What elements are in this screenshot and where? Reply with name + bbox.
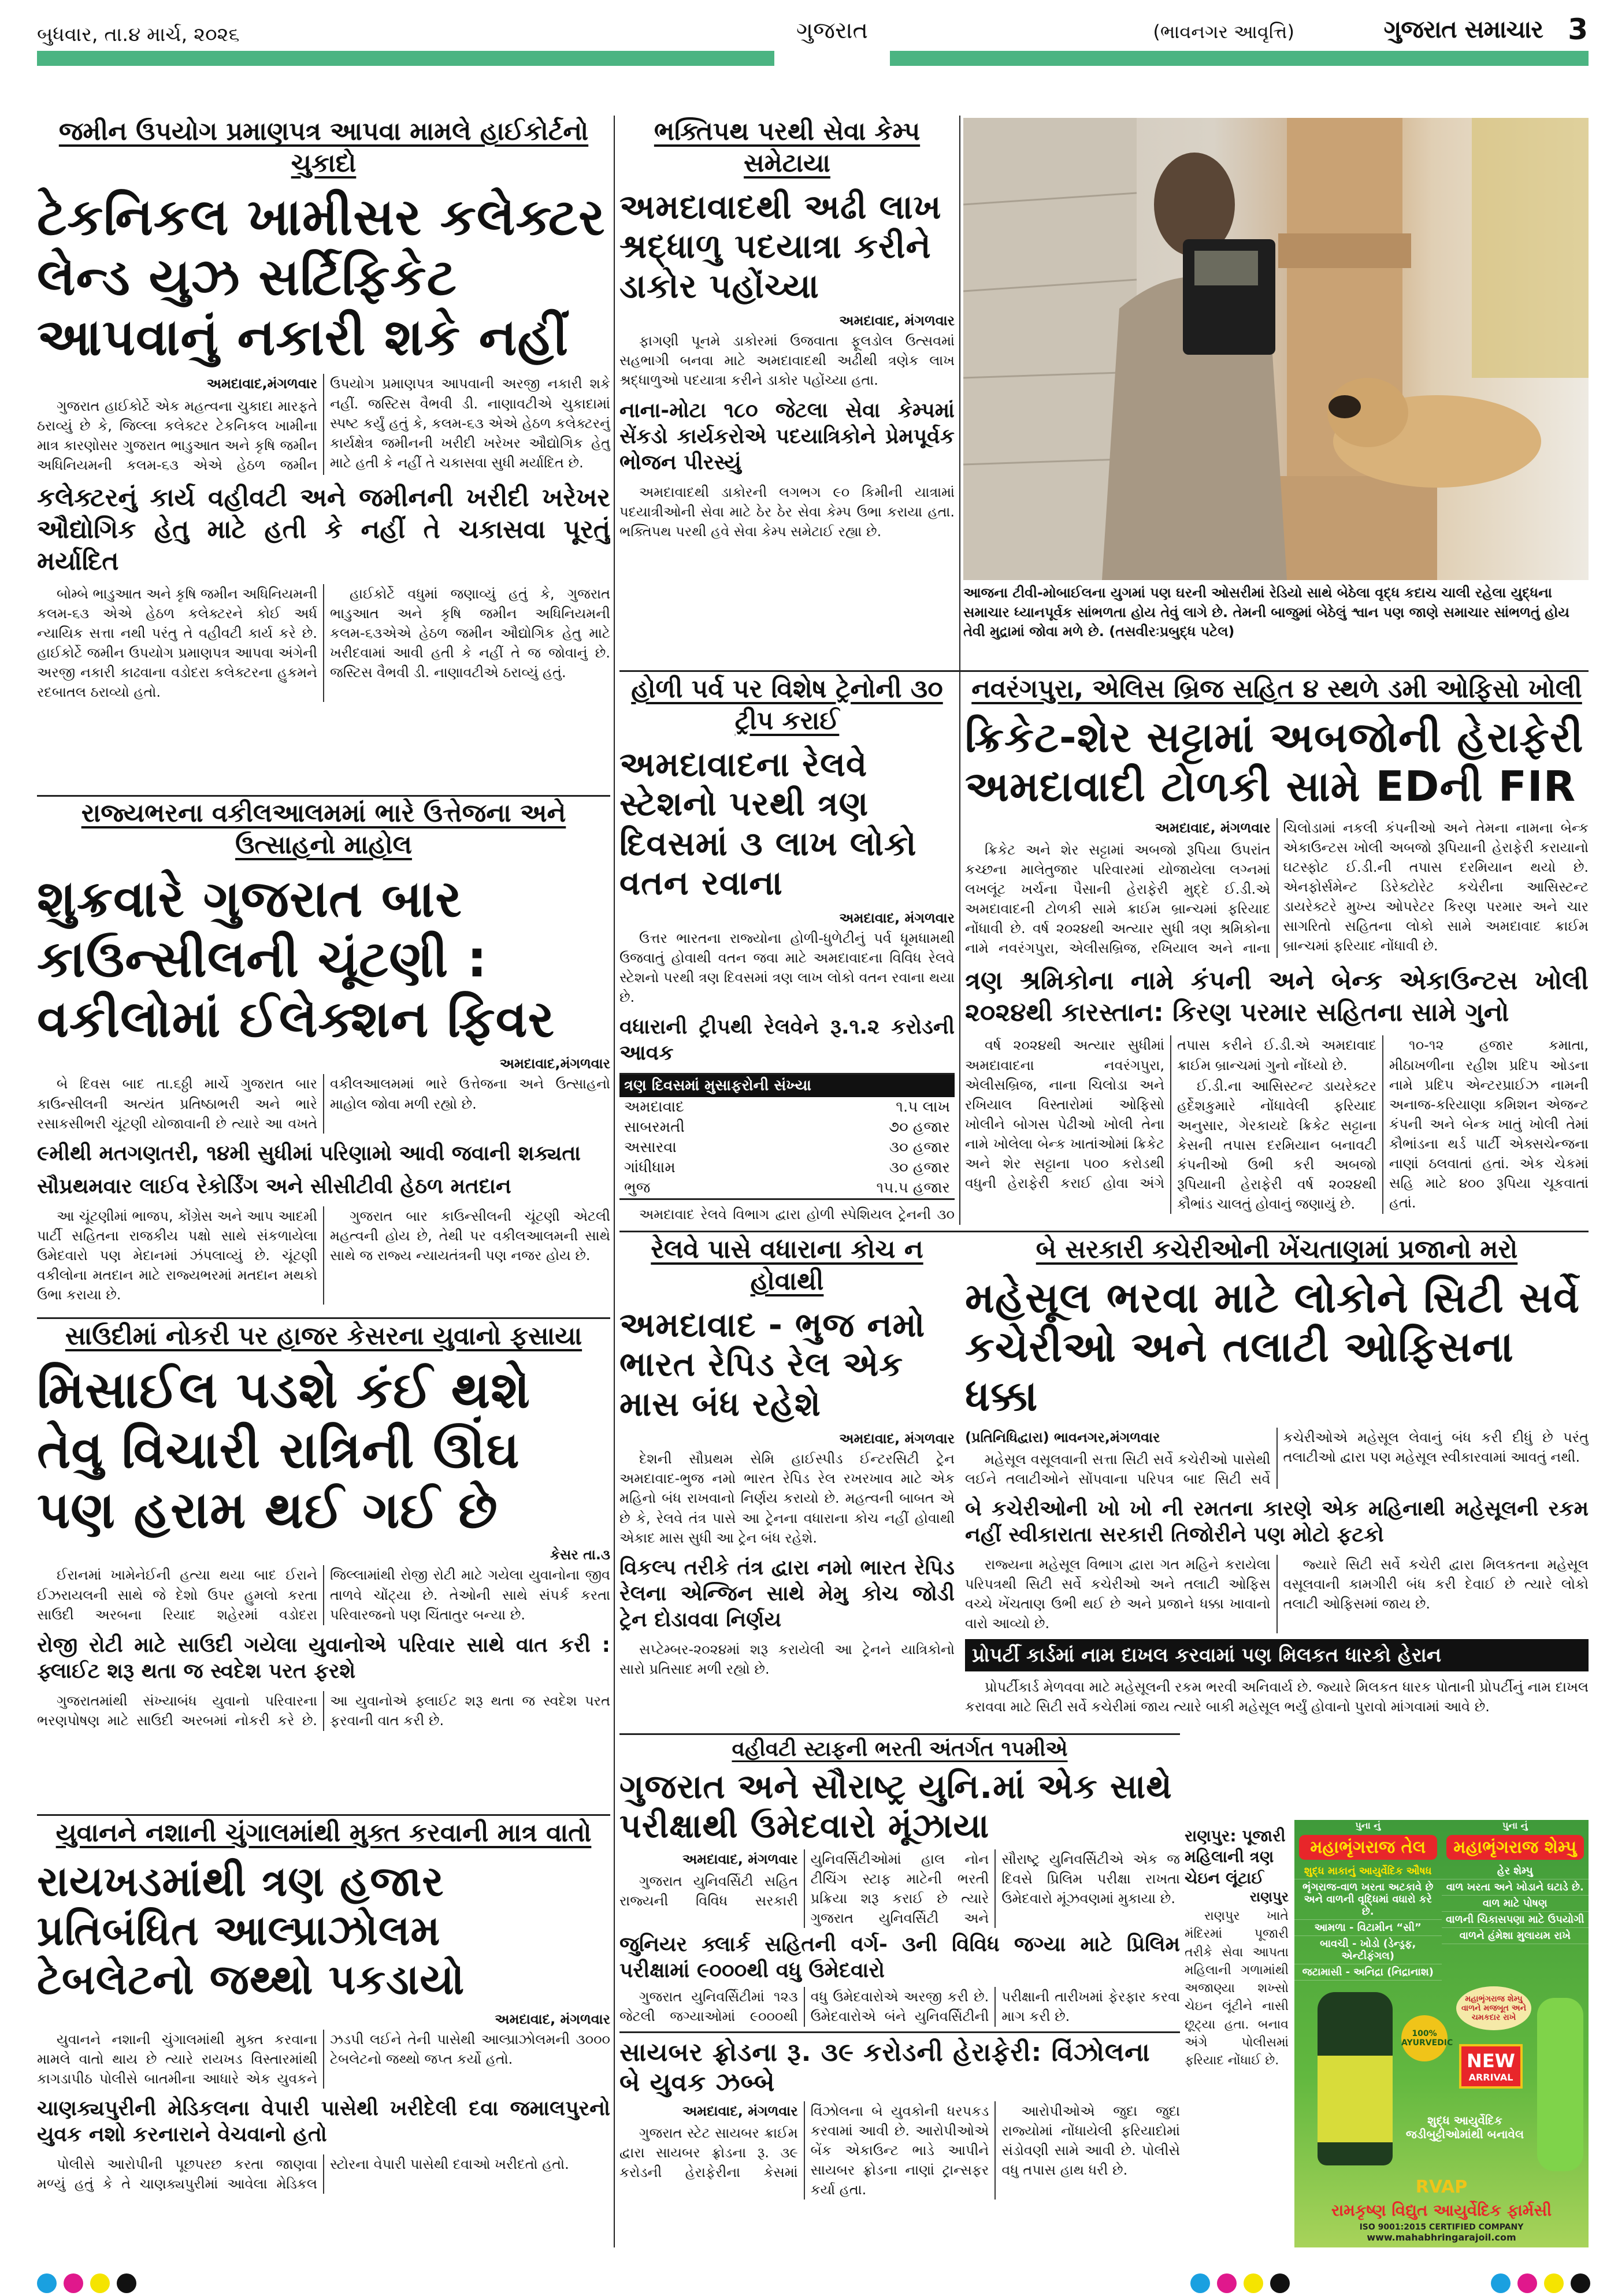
shampoo-tagline: હેર શેમ્પુ [1442, 1863, 1589, 1879]
article-body [965, 1677, 1589, 1717]
registration-mark [1244, 2273, 1263, 2293]
paragraph: ગુજરાતમાંથી સંખ્યાબંધ યુવાનો પરિવારના ભરણપોષણ માટે સાઉદી અરબમાં નોકરી કરે છે. આ યુવાનોએ ફ્લાઈટ શરૂ થતા જ સ્વદેશ પરત ફરવાની વાત કરી છે. [37, 1692, 610, 1729]
article-namo-bharat-rail [619, 1234, 955, 1727]
oil-point: બાવચી - ખોડો (ડેન્ડ્રફ, એન્ટીફંગલ) [1294, 1936, 1442, 1964]
paragraph: બે દિવસ બાદ તા.૬ઠ્ઠી માર્ચે ગુજરાત બાર કાઉન્સીલની અત્યંત પ્રતિષ્ઠાભરી અને ભારે રસાકસીભરી ચૂંટણી યોજાવાની છે ત્યારે આ વખતે વકીલઆલમમાં ભારે ઉત્તેજના અને ઉત્સાહનો માહોલ જોવા મળી રહ્યો છે. [37, 1076, 610, 1132]
shampoo-point: વાળ માટે પોષણ [1442, 1896, 1589, 1912]
issue-date: બુધવાર, તા.૪ માર્ચ, ૨૦૨૬ [37, 23, 240, 46]
article-land-use-certificate [37, 116, 610, 789]
article-body [965, 1428, 1589, 1634]
table-row [619, 1117, 955, 1138]
article-revenue-collection [965, 1234, 1589, 1820]
dateline: અમદાવાદ, મંગળવાર [839, 909, 955, 926]
ad-prefix: પુના નું [1502, 1820, 1528, 1831]
kicker: વહીવટી સ્ટાફની ભરતી અંતર્ગત ૧૫મીએ [732, 1737, 1068, 1761]
oil-point: જટામાસી - અનિદ્રા (નિદ્રાનાશ) [1294, 1964, 1442, 1981]
headline: મહેસૂલ ભરવા માટે લોકોને સિટી સર્વે કચેરીઓ અને તલાટી ઓફિસના ધક્કા [965, 1273, 1580, 1420]
station: અમદાવાદ [624, 1098, 684, 1116]
subheadline: ૯મીથી મતગણતરી, ૧૪મી સુધીમાં પરિણામો આવી જવાની શક્યતા [37, 1141, 581, 1165]
registration-mark [1517, 2273, 1537, 2293]
iso-certification: ISO 9001:2015 CERTIFIED COMPANY [1359, 2223, 1524, 2232]
article-body [619, 928, 955, 1066]
paragraph: ગુજરાત યુનિવર્સિટીમાં ૧૨૩ જેટલી જગ્યાઓમાં ૯૦૦૦થી વધુ ઉમેદવારોએ અરજી કરી છે. ઉમેદવારોએ બંને યુનિવર્સિટીની પરીક્ષાની તારીખમાં ફેરફાર કરવા માગ કરી છે. [619, 1989, 1180, 2025]
kicker: રાજ્યભરના વકીલઆલમમાં ભારે ઉત્તેજના અને ઉત્સાહનો માહોલ [81, 798, 566, 860]
article-bar-council-election [37, 797, 610, 1312]
station: અસારવા [624, 1139, 677, 1157]
registration-mark [90, 2273, 110, 2293]
subheadline: સૌપ્રથમવાર લાઈવ રેકોર્ડિંગ અને સીસીટીવી હેઠળ મતદાન [37, 1174, 511, 1198]
company-name: રામકૃષ્ણ વિદ્યુત આયુર્વેદિક ફાર્મસી [1331, 2201, 1552, 2220]
paragraph: આ ચૂંટણીમાં ભાજપ, કોંગ્રેસ અને આપ આદમી પાર્ટી સહિતના રાજકીય પક્ષો સાથે સંકળાયેલા ઉમેદવારો પણ મેદાનમાં ઝંપલાવ્યું છે. ચૂંટણી વકીલોના મતદાન માટે રાજ્યભરમાં મતદાન મથકો ઉભા કરાયા છે. [37, 1208, 317, 1303]
article-body [619, 2101, 1180, 2200]
dateline: કેસર તા.૩ [550, 1547, 610, 1563]
paragraph: અમદાવાદથી ડાકોરની લગભગ ૯૦ કિમીની યાત્રામાં પદયાત્રીઓની સેવા માટે ઠેર ઠેર સેવા કેમ્પ ઉભા કરાયા હતા. ભક્તિપથ પરથી હવે સેવા કેમ્પ સમેટાઈ રહ્યા છે. [619, 484, 955, 540]
kicker: રેલવે પાસે વધારાના કોચ ન હોવાથી [651, 1235, 923, 1296]
subheadline: વધારાની ટ્રીપથી રેલવેને રૂ.૧.૨ કરોડની આવક [619, 1015, 955, 1065]
paragraph: ગુજરાત સ્ટેટ સાયબર ક્રાઈમ દ્વારા સાયબર ફ્રોડના રૂ. ૩૯ કરોડની હેરાફેરીના કેસમાં વિંઝોલના બે યુવકોની ધરપકડ કરવામાં આવી છે. આરોપીઓએ બેંક એકાઉન્ટ ભાડે આપીને સાયબર ફ્રોડના નાણાં ટ્રાન્સફર કર્યા હતા. [619, 2102, 989, 2198]
headline: રાણપુર: પૂજારી મહિલાની ત્રણ ચેઇન લૂંટાઈ [1185, 1826, 1286, 1888]
paragraph: જ્યારે સિટી સર્વે કચેરી દ્વારા મિલકતના મહેસૂલ વસૂલવાની કામગીરી બંધ કરી દેવાઈ છે ત્યારે લોકો તલાટી ઓફિસમાં જાય છે. [1283, 1556, 1589, 1613]
subheadline: નાના-મોટા ૧૮૦ જેટલા સેવા કેમ્પમાં સેંકડો કાર્યકરોએ પદયાત્રિકોને પ્રેમપૂર્વક ભોજન પીરસ્યું [619, 398, 955, 474]
paragraph: હાઈકોર્ટે વધુમાં જણાવ્યું હતું કે, ગુજરાત ભાડુઆત અને કૃષિ જમીન અધિનિયમની કલમ-૬૩એએ હેઠળ જમીન ઔદ્યોગિક હેતુ માટે ખરીદવામાં આવી હતી કે નહીં તે જ જોવાનું છે. જસ્ટિસ વૈભવી ડી. નાણાવટીએ ઠરાવ્યું હતું. [330, 585, 610, 681]
dateline: અમદાવાદ, મંગળવાર [839, 313, 955, 329]
registration-mark [1544, 2273, 1564, 2293]
paragraph: બોમ્બે ભાડુઆત અને કૃષિ જમીન અધિનિયમની કલમ-૬૩ એએ હેઠળ કલેક્ટરને કોઈ અર્ધ ન્યાયિક સત્તા નથી પરંતુ તે વહીવટી કાર્ય કરે છે. હાઈકોર્ટે જમીન ઉપયોગ પ્રમાણપત્ર આપવા અંગેની અરજી નકારી કાઢવાના વડોદરા કલેક્ટરના હુકમને રદબાતલ ઠરાવ્યો હતો. [37, 585, 317, 701]
shampoo-title: મહાભૃંગરાજ શેમ્પુ [1446, 1835, 1584, 1860]
oil-title: મહાભૃંગરાજ તેલ [1299, 1835, 1437, 1860]
article-body [37, 2030, 610, 2194]
article-cyber-fraud [619, 2038, 1180, 2200]
headline: ક્રિકેટ-શેર સટ્ટામાં અબજોની હેરાફેરી અમદાવાદી ટોળકી સામે EDની FIR [965, 713, 1584, 811]
page-number: 3 [1568, 13, 1588, 46]
article-ed-fir-cricket-betting [965, 673, 1589, 1225]
subheadline: ચાણક્યપુરીની મેડિકલના વેપારી પાસેથી ખરીદેલી દવા જમાલપુરનો યુવક નશો કરનારાને વેચવાનો હતો [37, 2097, 610, 2147]
registration-mark [64, 2273, 83, 2293]
paragraph: ગુજરાત યુનિવર્સિટી સહિત રાજ્યની વિવિધ સરકારી યુનિવર્સિટીઓમાં હાલ નોન ટીચિંગ સ્ટાફ માટેની ભરતી પ્રક્રિયા શરૂ કરાઈ છે ત્યારે ગુજરાત યુનિવર્સિટી અને સૌરાષ્ટ્ર યુનિવર્સિટીએ એક જ દિવસે પ્રિલિમ પરીક્ષા રાખતા ઉમેદવારો મૂંઝવણમાં મુકાયા છે. [619, 1851, 1180, 1927]
table-row [619, 1158, 955, 1178]
kicker: યુવાનને નશાની ચુંગાલમાંથી મુક્ત કરવાની માત્ર વાતો [55, 1818, 592, 1848]
photo-caption [963, 584, 1589, 642]
article-body [965, 1035, 1589, 1214]
station: ભુજ [624, 1179, 651, 1197]
dateline: અમદાવાદ, મંગળવાર [682, 1851, 798, 1867]
headline: અમદાવાદથી અઢી લાખ શ્રદ્ધાળુ પદયાત્રા કરીને ડાકોર પહોંચ્યા [619, 187, 942, 306]
paragraph: મહેસૂલ વસૂલવાની સત્તા સિટી સર્વે કચેરીઓ પાસેથી લઈને તલાટીઓને સોંપવાના પરિપત્ર બાદ સિટી સર્વે કચેરીઓએ મહેસૂલ લેવાનું બંધ કરી દીધું છે પરંતુ તલાટીઓ દ્વારા પણ મહેસૂલ સ્વીકારવામાં આવતું નથી. [965, 1429, 1589, 1488]
kicker: સાઉદીમાં નોકરી પર હાજર કેસરના યુવાનો ફસાયા [65, 1321, 582, 1351]
divider [619, 1231, 1589, 1232]
edition-label: (ભાવનગર આવૃત્તિ) [1153, 21, 1294, 43]
table-title: ત્રણ દિવસમાં મુસાફરોની સંખ્યા [619, 1075, 955, 1097]
divider [37, 795, 610, 797]
subheadline: જુનિયર ક્લાર્ક સહિતની વર્ગ- ૩ની વિવિધ જગ્યા માટે પ્રિલિમ પરીક્ષામાં ૯૦૦૦થી વધુ ઉમેદવારો [619, 1933, 1180, 1983]
headline: શુક્રવારે ગુજરાત બાર કાઉન્સીલની ચૂંટણી : વકીલોમાં ઈલેક્શન ફિવર [37, 869, 555, 1049]
paragraph: ગુજરાત હાઈકોર્ટે એક મહત્વના ચુકાદા મારફતે ઠરાવ્યું છે કે, જિલ્લા કલેક્ટર ટેકનિકલ ખામીના માત્ર કારણોસર ગુજરાત ભાડુઆત અને કૃષિ જમીન અધિનિયમની કલમ-૬૩ એએ હેઠળ જમીન ઉપયોગ પ્રમાણપત્ર આપવાની અરજી નકારી શકે નહીં. જસ્ટિસ વૈભવી ડી. નાણાવટીએ ચુકાદામાં સ્પષ્ટ કર્યું હતું કે, કલમ-૬૩ એએ હેઠળ કલેક્ટરનું કાર્યક્ષેત્ર જમીનની ખરીદી ખરેખર ઔદ્યોગિક હેતુ માટે હતી કે નહીં તે ચકાસવા સુધી મર્યાદિત છે. [37, 376, 610, 473]
shampoo-badge: મહાભૃંગરાજ શેમ્પુ વાળને મજબૂત અને ચમકદાર રાખે [1456, 1986, 1531, 2030]
divider [37, 1317, 610, 1319]
headline: અમદાવાદના રેલવે સ્ટેશનો પરથી ત્રણ દિવસમાં ૩ લાખ લોકો વતન રવાના [619, 745, 917, 903]
shampoo-point: વાળને હંમેશા મુલાયમ રાખે [1442, 1928, 1589, 1944]
paragraph: યુવાનને નશાની ચુંગાલમાંથી મુક્ત કરવાના મામલે વાતો થાય છે ત્યારે રાયખડ વિસ્તારમાંથી કાગડાપીઠ પોલીસે બાતમીના આધારે એક યુવકને ઝડપી લઈને તેની પાસેથી આલ્પ્રાઝોલમની ૩૦૦૦ ટેબલેટનો જથ્થો જપ્ત કર્યો હતો. [37, 2031, 610, 2087]
kicker: જમીન ઉપયોગ પ્રમાણપત્ર આપવા મામલે હાઈકોર્ટનો ચુકાદો [58, 117, 589, 178]
column-divider [614, 116, 615, 2247]
dateline: અમદાવાદ,મંગળવાર [206, 376, 317, 392]
registration-mark [1571, 2273, 1590, 2293]
article-ranpur-chain-snatching [1185, 1826, 1289, 2247]
paragraph: ઉત્તર ભારતના રાજ્યોના હોળી-ધુળેટીનું પર્વ ધૂમધામથી ઉજવાતું હોવાથી વતન જવા માટે અમદાવાદના વિવિધ રેલવે સ્ટેશનો પરથી ત્રણ દિવસમાં ત્રણ લાખ લોકો વતન રવાના થયા છે. [619, 930, 955, 1005]
headline: રાયખડમાંથી ત્રણ હજાર પ્રતિબંધિત આલ્પ્રાઝોલમ ટેબલેટનો જથ્થો પકડાયો [37, 1857, 465, 2004]
article-body [619, 331, 955, 541]
dateline: અમદાવાદ, મંગળવાર [1155, 819, 1271, 836]
count: ૩૦ હજાર [889, 1159, 950, 1177]
divider [619, 2031, 1180, 2033]
paragraph: રાણપુર ખાતે મંદિરમાં પૂજારી તરીકે સેવા આપતા મહિલાની ગળામાંથી અજાણ્યા શખ્સો ચેઇન લૂંટીને નાસી છૂટ્યા હતા. બનાવ અંગે પોલીસમાં ફરિયાદ નોંધાઈ છે. [1185, 1909, 1289, 2068]
subheadline: રોજી રોટી માટે સાઉદી ગયેલા યુવાનોએ પરિવાર સાથે વાત કરી : ફ્લાઈટ શરૂ થતા જ સ્વદેશ પરત ફરશે [37, 1633, 610, 1683]
header-bar-right [890, 51, 1589, 66]
article-body [619, 1205, 955, 1225]
photo-illustration [963, 118, 1589, 580]
article-alprazolam-seizure [37, 1817, 610, 2247]
count: ૩૦ હજાર [889, 1139, 950, 1157]
table-row [619, 1178, 955, 1198]
advertisement-mahabhringaraj[interactable] [1294, 1820, 1589, 2247]
dateline: અમદાવાદ, મંગળવાર [839, 1431, 955, 1447]
new-arrival-badge [1459, 2044, 1523, 2089]
paragraph: ક્રિકેટ અને શેર સટ્ટામાં અબજો રૂપિયા ઉપરાંત કચ્છના માલેતુજાર પરિવારમાં યોજાયેલા લગ્નમાં લખલૂંટ ખર્ચના પૈસાની હેરાફેરી મુદ્દે ઈ.ડી.એ અમદાવાદની ટોળકી સામે ક્રાઈમ બ્રાન્ચમાં ફરિયાદ નોંધાવી છે. વર્ષ ૨૦૨૪થી અત્યાર સુધી ત્રણ શ્રમિકોના નામે નવરંગપુરા, એલીસબ્રિજ, રખિયાલ અને નાના ચિલોડામાં નકલી કંપનીઓ અને તેમના નામના બેન્ક એકાઉન્ટસ ખોલી અબજો રૂપિયાની હેરાફેરી કરાયાનો ઘટસ્ફોટ ઈ.ડી.ની તપાસ દરમિયાન થયો છે. એનફોર્સમેન્ટ ડિરેક્ટોરેટ કચેરીના આસિસ્ટન્ટ ડાયરેક્ટરે મુખ્ય ઓપરેટર કિરણ પરમાર અને ચાર સાગરિતો સહિતના લોકો સામે અમદાવાદ ક્રાઈમ બ્રાન્ચમાં ફરિયાદ નોંધાવી છે. [965, 819, 1589, 957]
header-bar-left [37, 51, 774, 66]
shampoo-point: વાળની ચિકાસપણા માટે ઉપયોગી [1442, 1912, 1589, 1928]
table-row [619, 1097, 955, 1117]
ad-prefix: પુના નું [1355, 1820, 1381, 1831]
boxed-subheadline: પ્રોપર્ટી કાર્ડમાં નામ દાખલ કરવામાં પણ મિલકત ધારકો હેરાન [965, 1639, 1589, 1671]
paragraph: પ્રોપર્ટીકાર્ડ મેળવવા માટે મહેસૂલની રકમ ભરવી અનિવાર્ય છે. જ્યારે મિલકત ધારક પોતાની પ્રોપર્ટીનું નામ દાખલ કરાવવા માટે સિટી સર્વે કચેરીમાં જાય ત્યારે બાકી મહેસૂલ ભર્યું હોવાનો પુરાવો માંગવામાં આવે છે. [965, 1679, 1589, 1715]
paragraph: વર્ષ ૨૦૨૪થી અત્યાર સુધીમાં અમદાવાદના નવરંગપુરા, એલીસબ્રિજ, નાના ચિલોડા અને રખિયાલ વિસ્તારોમાં ઓફિસો ખોલીને બોગસ પેઢીઓ ખોલી તેના નામે ખોલેલા બેન્ક ખાતાંઓમાં ક્રિકેટ અને શેર સટ્ટાના ૫૦૦ કરોડથી વધુની હેરાફેરી કરાઈ હોવા અંગે તપાસ કરીને ઈ.ડી.એ અમદાવાદ ક્રાઈમ બ્રાન્ચમાં ગુનો નોંધ્યો છે. [965, 1037, 1376, 1191]
station: ગાંધીધામ [624, 1159, 676, 1177]
shampoo-bottle-image [1537, 1998, 1583, 2171]
article-body [619, 1449, 955, 1679]
new-label: NEW [1467, 2050, 1515, 2072]
headline: અમદાવાદ - ભુજ નમો ભારત રેપિડ રેલ એક માસ બંધ રહેશે [619, 1305, 926, 1424]
count: ૧૫.૫ હજાર [876, 1179, 950, 1197]
oil-point: ભૃંગરાજ-વાળ ખરતા અટકાવે છે અને વાળની વૃદ્ધિમાં વધારો કરે છે. [1294, 1879, 1442, 1920]
oil-bottle-image [1318, 1992, 1393, 2165]
paragraph: ફાગણી પૂનમે ડાકોરમાં ઉજવાતા ફૂલડોલ ઉત્સવમાં સહભાગી બનવા માટે અમદાવાદથી અઢીથી ત્રણેક લાખ શ્રદ્ધાળુઓ પદયાત્રા કરીને ડાકોર પહોંચ્યા હતા. [619, 333, 955, 389]
headline: સાયબર ફ્રોડના રૂ. ૩૯ કરોડની હેરાફેરી: વિંઝોલના બે યુવક ઝબ્બે [619, 2038, 1151, 2097]
section-title: ગુજરાત [796, 17, 869, 44]
ad-made-from: શુદ્ધ આયુર્વેદિક જડીબુટ્ટીઓમાંથી બનાવેલ [1405, 2113, 1524, 2141]
subheadline: કલેક્ટરનું કાર્ય વહીવટી અને જમીનની ખરીદી ખરેખર ઔદ્યોગિક હેતુ માટે હતી કે નહીં તે ચકાસવા પૂરતું મર્યાદિત [37, 482, 610, 576]
paragraph: ઈરાનમાં ખામેનેઈની હત્યા થયા બાદ ઈરાને ઈઝરાયલની સાથે જે દેશો ઉપર હુમલો કરતા સાઉદી અરબના રિયાદ શહેરમાં વડોદરા જિલ્લામાંથી રોજી રોટી માટે ગયેલા યુવાનોના જીવ તાળવે ચોંટ્યા છે. તેઓની સાથે સંપર્ક કરતા પરિવારજનો પણ ચિંતાતુર બન્યા છે. [37, 1567, 610, 1623]
subheadline: બે કચેરીઓની ખો ખો ની રમતના કારણે એક મહિનાથી મહેસૂલની રકમ નહીં સ્વીકારાતા સરકારી તિજોરીને પણ મોટો ફટકો [965, 1497, 1589, 1547]
dateline: રાણપુર [1249, 1889, 1289, 1905]
arrival-label: ARRIVAL [1468, 2072, 1513, 2083]
dateline: અમદાવાદ, મંગળવાર [495, 2011, 610, 2027]
registration-mark [117, 2273, 136, 2293]
article-body [619, 1849, 1180, 2027]
paragraph: ગુજરાત બાર કાઉન્સીલની ચૂંટણી એટલી મહત્વની હોય છે, તેથી પર વકીલઆલમની સાથે સાથે જ રાજ્ય ન્યાયતંત્રની પણ નજર હોય છે. [330, 1208, 610, 1264]
kicker: બે સરકારી કચેરીઓની ખેંચતાણમાં પ્રજાનો મરો [1036, 1235, 1518, 1264]
station: સાબરમતી [624, 1119, 685, 1136]
divider [37, 1814, 610, 1816]
paragraph: અમદાવાદ રેલવે વિભાગ દ્વારા હોળી સ્પેશિયલ ટ્રેનની ૩૦ [639, 1206, 955, 1223]
dateline: અમદાવાદ,મંગળવાર [499, 1056, 610, 1072]
registration-mark [1190, 2273, 1210, 2293]
caption-text: આજના ટીવી-મોબાઈલના યુગમાં પણ ઘરની ઓસરીમાં રેડિયો સાથે બેઠેલા વૃદ્ધ કદાચ ચાલી રહેલા યુદ્ધના સમાચાર ધ્યાનપૂર્વક સાંભળતા હોય તેવું લાગે છે. તેમની બાજુમાં બેઠેલું શ્વાન પણ જાણે સમાચાર સાંભળતું હોય તેવી મુદ્રામાં જોવા મળે છે. [963, 585, 1569, 640]
website-link[interactable]: www.mahabhringarajoil.com [1367, 2232, 1516, 2243]
oil-point: આમળા - વિટામીન “સી” [1294, 1920, 1442, 1936]
paragraph: ૧૦-૧૨ હજાર કમાતા, મીઠાખળીના રહીશ પ્રદિપ ઓડના નામે પ્રદિપ એન્ટરપ્રાઈઝ નામની અનાજ-કરિયાણા કમિશન એજન્ટ કંપની અને બેન્ક ખાતું ખોલી તેમાં કૌભાંડના થર્ડ પાર્ટી એક્સચેન્જના નાણાં ઠલવાતાં હતાં. એક ચેકમાં સહિ માટે ૪૦૦ રૂપિયા ચૂકવાતાં હતાં. [1389, 1037, 1589, 1212]
divider [619, 670, 1589, 672]
paragraph: રાજ્યના મહેસૂલ વિભાગ દ્વારા ગત મહિને કરાયેલા પરિપત્રથી સિટી સર્વે કચેરીઓ અને તલાટી ઓફિસ વચ્ચે ખેંચતાણ ઉભી થઈ છે અને પ્રજાને ધક્કા ખાવાનો વારો આવ્યો છે. [965, 1556, 1271, 1632]
kicker: હોળી પર્વ પર વિશેષ ટ્રેનોની ૩૦ ટ્રીપ કરાઈ [631, 674, 943, 735]
paragraph: દેશની સૌપ્રથમ સેમિ હાઈસ્પીડ ઈન્ટરસિટી ટ્રેન અમદાવાદ-ભુજ નમો ભારત રેપિડ રેલ રખરખાવ માટે એક મહિનો બંધ રાખવાનો નિર્ણય કરાયો છે. મહત્વની બાબત એ છે કે, રેલવે તંત્ર પાસે આ ટ્રેનના વધારાના કોચ નહીં હોવાથી એકાદ માસ સુધી આ ટ્રેન બંધ રહેશે. [619, 1451, 955, 1546]
article-holi-trains [619, 673, 955, 1225]
dateline: અમદાવાદ, મંગળવાર [682, 2102, 798, 2119]
count: ૧.૫ લાખ [896, 1098, 950, 1116]
passenger-table [619, 1073, 955, 1200]
oil-tagline: શુદ્ધ માકાનું આયુર્વેદિક ઔષધ [1294, 1863, 1442, 1879]
table-row [619, 1138, 955, 1158]
paragraph: સપ્ટેમ્બર-૨૦૨૪માં શરૂ કરાયેલી આ ટ્રેનને યાત્રિકોનો સારો પ્રતિસાદ મળી રહ્યો છે. [619, 1641, 955, 1677]
headline: મિસાઈલ પડશે કંઈ થશે તેવુ વિચારી રાત્રિની ઊંઘ પણ હરામ થઈ ગઈ છે [37, 1360, 530, 1540]
registration-mark [1270, 2273, 1290, 2293]
registration-mark [1217, 2273, 1237, 2293]
news-photo-man-with-radio-and-dog [963, 118, 1589, 580]
paragraph: પોલીસે આરોપીની પૂછપરછ કરતા જાણવા મળ્યું હતું કે તે ચાણક્યપુરીમાં આવેલા મેડિકલ સ્ટોરના વેપારી પાસેથી દવાઓ ખરીદતો હતો. [37, 2156, 569, 2193]
headline: ગુજરાત અને સૌરાષ્ટ્ર યુનિ.માં એક સાથે પરીક્ષાથી ઉમેદવારો મૂંઝાયા [619, 1767, 1172, 1846]
article-body [1185, 1907, 1289, 2070]
article-body [37, 1074, 610, 1305]
headline: ટેકનિકલ ખામીસર કલેક્ટર લેન્ડ યુઝ સર્ટિફિકેટ આપવાનું નકારી શકે નહીં [37, 187, 606, 367]
ayurvedic-seal: 100% AYURVEDIC [1401, 2015, 1448, 2061]
masthead-logo: ગુજરાત સમાચાર [1383, 15, 1543, 43]
registration-mark [1491, 2273, 1511, 2293]
article-body [37, 1565, 610, 1730]
registration-mark [37, 2273, 57, 2293]
shampoo-point: વાળ ખરતા અને ખોડાને ઘટાડે છે. [1442, 1879, 1589, 1896]
paragraph: ઈ.ડી.ના આસિસ્ટન્ટ ડાયરેક્ટર હર્દેશકુમારે નોંધાવેલી ફરિયાદ અનુસાર, ગેરકાયદે ક્રિકેટ સટ્ટાના કેસની તપાસ દરમિયાન બનાવટી કંપનીઓ ઉભી કરી અબજો રૂપિયાની હેરાફેરી વર્ષ ૨૦૨૪થી કૌભાંડ ચાલતું હોવાનું જણાયું છે. [1177, 1078, 1376, 1213]
kicker: ભક્તિપથ પરથી સેવા કેમ્પ સમેટાયા [654, 117, 921, 178]
count: ૭૦ હજાર [888, 1119, 950, 1136]
paragraph: આરોપીઓએ જુદા જુદા રાજ્યોમાં નોંધાયેલી ફરિયાદોમાં સંડોવણી સામે આવી છે. પોલીસે વધુ તપાસ હાથ ધરી છે. [1001, 2102, 1180, 2179]
article-body [965, 818, 1589, 1036]
subheadline: ત્રણ શ્રમિકોના નામે કંપની અને બેન્ક એકાઉન્ટસ ખોલી ૨૦૨૪થી કારસ્તાન: કિરણ પરમાર સહિતના સામે ગુનો [965, 966, 1589, 1028]
article-saudi-youths [37, 1320, 610, 1808]
subheadline: વિકલ્પ તરીકે તંત્ર દ્વારા નમો ભારત રેપિડ રેલના એન્જિન સાથે મેમુ કોચ જોડી ટ્રેન દોડાવવા નિર્ણય [619, 1555, 955, 1632]
dateline: (પ્રતિનિધિદ્વારા) ભાવનગર,મંગળવાર [965, 1429, 1160, 1446]
photo-credit: (તસવીરઃપ્રબુદ્ધ પટેલ) [1109, 623, 1235, 640]
article-body [37, 374, 610, 702]
article-dakor-padyatra [619, 116, 955, 664]
brand-logo: RVAP [1415, 2177, 1468, 2197]
kicker: નવરંગપુરા, એલિસ બ્રિજ સહિત ૪ સ્થળે ડમી ઓફિસો ખોલી [971, 674, 1582, 704]
